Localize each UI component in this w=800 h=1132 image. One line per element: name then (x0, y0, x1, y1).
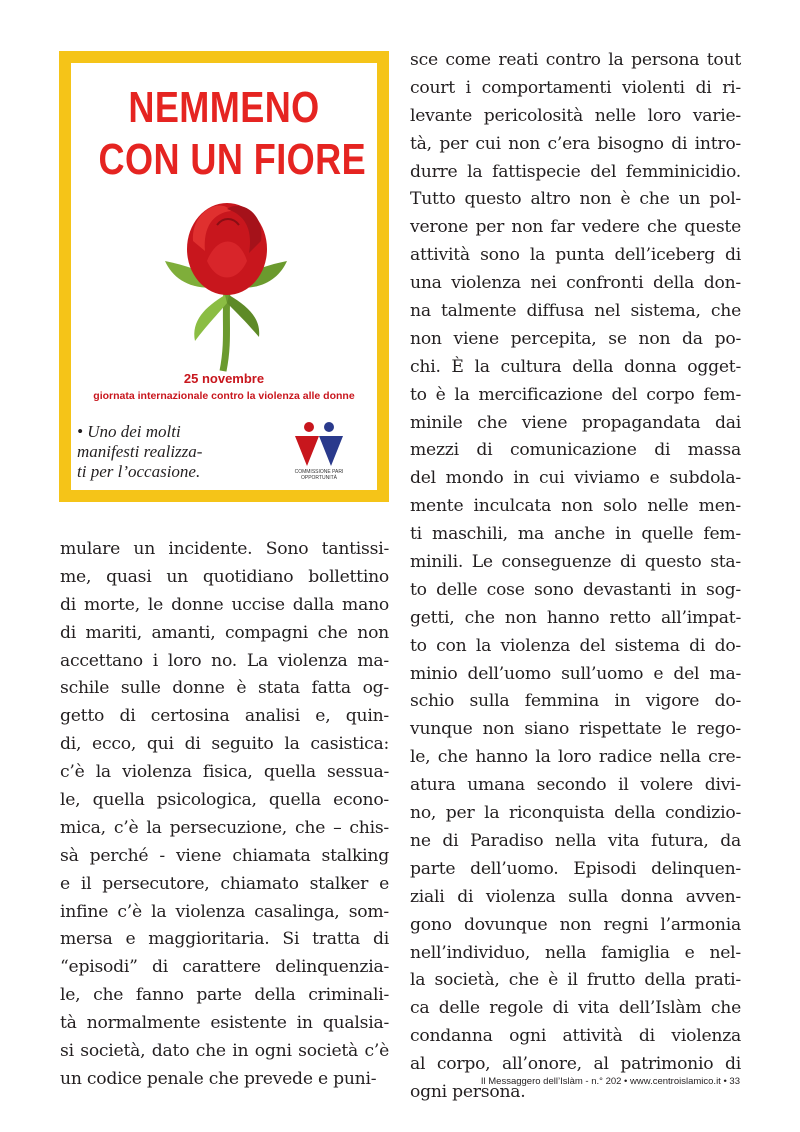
rose-icon (161, 191, 291, 373)
text-line: mica, c’è la persecuzione, che – chis- (60, 817, 389, 838)
text-line: attività sono la punta dell’iceberg di (410, 245, 741, 266)
text-line: del mondo in cui viviamo e subdola- (410, 468, 741, 489)
poster-image (59, 51, 389, 502)
text-line: mulare un incidente. Sono tantissi- (60, 539, 389, 559)
text-line: una violenza nei confronti della don- (410, 273, 741, 294)
text-line: minile che viene propagandata dai (410, 412, 741, 433)
text-line: di mariti, amanti, compagni che non (60, 622, 389, 643)
text-line: Tutto questo altro non è che un pol- (410, 189, 741, 210)
caption-line: • Uno dei molti (77, 422, 181, 441)
text-line: to è la mercificazione del corpo fem- (410, 384, 741, 405)
text-line: verone per non far vedere che queste (410, 217, 741, 238)
text-line: to delle cose sono devastanti in sog- (410, 579, 741, 600)
text-line: levante pericolosità nelle loro varie- (410, 105, 741, 126)
text-line: le, quella psicologica, quella econo- (60, 790, 389, 811)
text-line: “episodi” di carattere delinquenzia- (60, 957, 389, 978)
text-line: chi. È la cultura della donna ogget- (410, 356, 741, 377)
image-caption (77, 422, 257, 482)
text-line: ne di Paradiso nella vita futura, da (410, 830, 741, 851)
commission-logo (289, 420, 349, 486)
text-line: ti maschili, ma anche in quelle fem- (410, 524, 741, 545)
page-footer: Il Messaggero dell’Islàm - n.° 202 • www.centroislamico.it • 33 (480, 1076, 740, 1087)
text-line: no, per la riconquista della condizio- (410, 803, 741, 824)
logo-mark-icon (289, 420, 349, 468)
text-line: sà perché - viene chiamata stalking (60, 845, 389, 866)
text-line: schile sulle donne è stata fatta og- (60, 678, 389, 699)
text-line: condanna ogni attività di violenza (410, 1026, 741, 1047)
left-column-text (60, 536, 389, 1094)
text-line: to con la violenza del sistema di do- (410, 635, 741, 656)
text-line: getti, che non hanno retto all’impat- (410, 607, 741, 628)
text-line: schio sulla femmina in vigore do- (410, 691, 741, 712)
text-line: le, che hanno la loro radice nella cre- (410, 747, 741, 768)
text-line: tà, per cui non c’era bisogno di intro- (410, 133, 741, 154)
text-line: ziali di violenza sulla donna avven- (410, 886, 741, 907)
text-line: tà normalmente esistente in qualsia- (60, 1013, 389, 1034)
text-line: na talmente diffusa nel sistema, che (410, 301, 741, 322)
text-line: e il persecutore, chiamato stalker e (60, 873, 389, 894)
text-line: durre la fattispecie del femminicidio. (410, 161, 741, 182)
text-line: infine c’è la violenza casalinga, som- (60, 901, 389, 922)
text-line: nell’individuo, nella famiglia e nel- (410, 942, 741, 963)
text-line: ca delle regole di vita dell’Islàm che (410, 998, 741, 1019)
poster-subtitle: giornata internazionale contro la violenza alle donne (93, 390, 355, 402)
poster-canvas (71, 63, 377, 490)
logo-text: COMMISSIONE PARI OPPORTUNITÀ (294, 469, 344, 481)
text-line: getto di certosina analisi e, quin- (60, 706, 389, 727)
text-line: accettano i loro no. La violenza ma- (60, 650, 389, 671)
text-line: si società, dato che in ogni società c’è (60, 1041, 389, 1062)
caption-line: manifesti realizza- (77, 442, 203, 461)
text-line: ogni persona. (410, 1081, 526, 1102)
text-line: al corpo, all’onore, al patrimonio di (410, 1054, 741, 1075)
text-line: mersa e maggioritaria. Si tratta di (60, 929, 389, 950)
text-line: sce come reati contro la persona tout (410, 50, 741, 70)
text-line: la società, che è il frutto della prati- (410, 970, 741, 991)
text-line: c’è la violenza fisica, quella sessua- (60, 762, 389, 783)
text-line: court i comportamenti violenti di ri- (410, 77, 741, 98)
poster-date: 25 novembre (183, 371, 265, 386)
text-line: non viene percepita, se non da po- (410, 328, 741, 349)
text-line: un codice penale che prevede e puni- (60, 1068, 377, 1089)
text-line: di morte, le donne uccise dalla mano (60, 594, 389, 615)
poster-title-line1: NEMMENO (128, 83, 320, 132)
right-column-text (410, 47, 741, 1107)
caption-line: ti per l’occasione. (77, 462, 201, 481)
text-line: mezzi di comunicazione di massa (410, 440, 741, 461)
text-line: gono dovunque non regni l’armonia (410, 914, 741, 935)
text-line: minio dell’uomo sull’uomo e del ma- (410, 663, 741, 684)
text-line: minili. Le conseguenze di questo sta- (410, 552, 741, 573)
text-line: di, ecco, qui di seguito la casistica: (60, 734, 389, 755)
text-line: parte dell’uomo. Episodi delinquen- (410, 858, 741, 879)
text-line: vunque non siano rispettate le rego- (410, 719, 741, 740)
text-line: me, quasi un quotidiano bollettino (60, 566, 389, 587)
text-line: atura umana secondo il volere divi- (410, 775, 741, 796)
poster-title-line2: CON UN FIORE (98, 135, 367, 184)
text-line: le, che fanno parte della criminali- (60, 985, 389, 1006)
text-line: mente inculcata non solo nelle men- (410, 496, 741, 517)
